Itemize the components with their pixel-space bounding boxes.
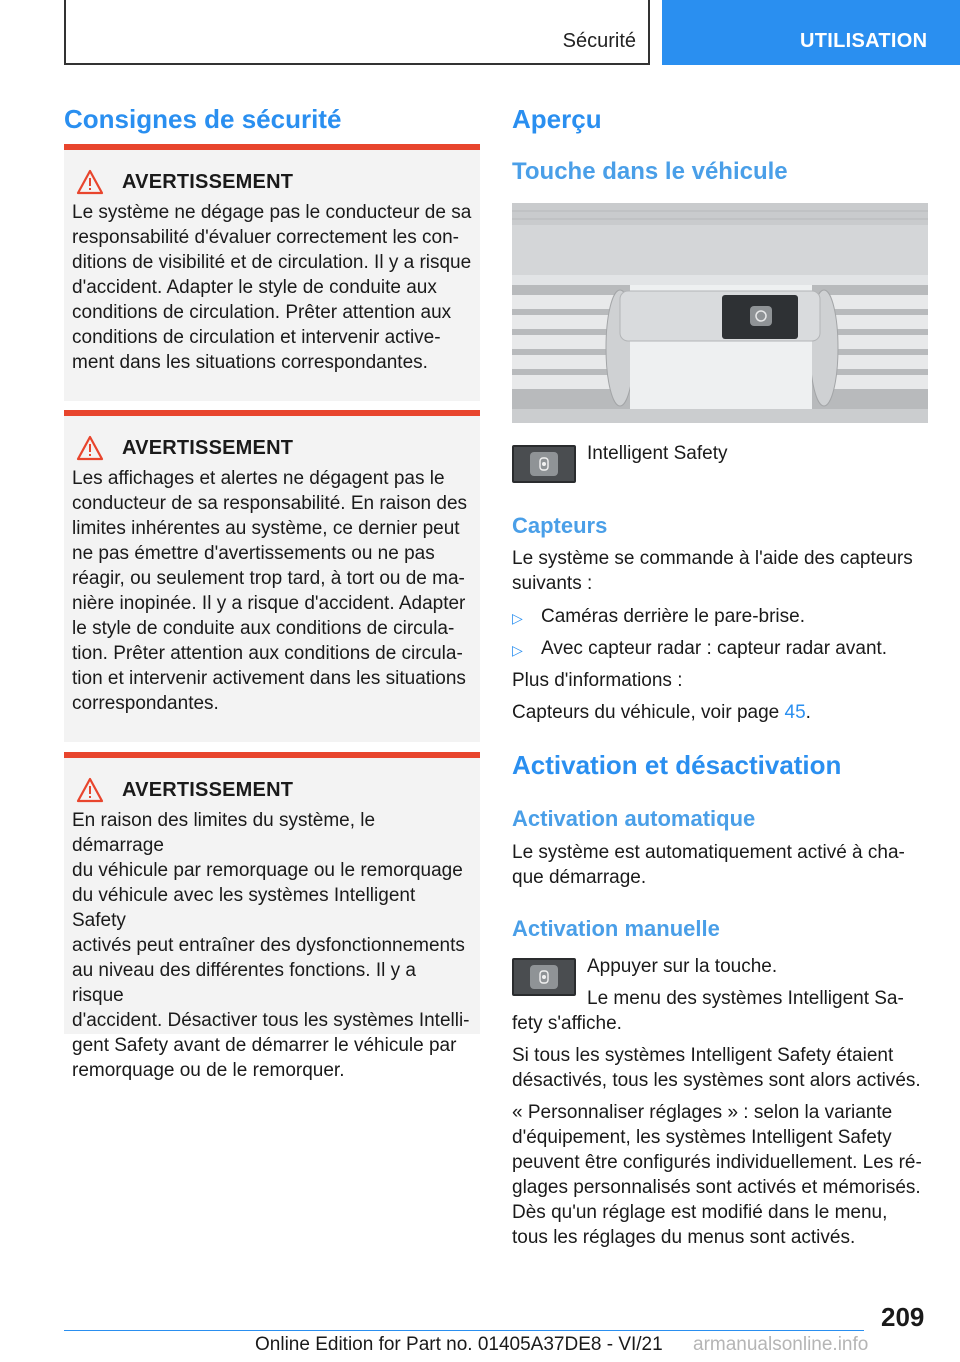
text-line: peuvent être configurés individuellement. Les ré‐	[512, 1152, 922, 1173]
text-line: ne pas émettre d'avertissements ou ne pas	[72, 543, 435, 564]
text-line: gent Safety avant de démarrer le véhicule par	[72, 1035, 457, 1056]
text-line: Si tous les systèmes Intelligent Safety étaient	[512, 1045, 894, 1066]
text-line: d'accident. Désactiver tous les systèmes Intelli‐	[72, 1010, 470, 1031]
text-line: En raison des limites du système, le démarrage	[72, 810, 376, 856]
text-line: conditions de circulation et intervenir active‐	[72, 327, 441, 348]
button-caption: Intelligent Safety	[587, 443, 728, 464]
bullet-arrow-icon: ▷	[512, 610, 523, 626]
reference-end: .	[805, 702, 811, 723]
dashboard-illustration	[512, 203, 928, 423]
warning-text	[72, 200, 472, 375]
reference-text: Capteurs du véhicule, voir page	[512, 702, 785, 723]
text-line: conducteur de sa responsabilité. En raison des	[72, 493, 468, 514]
warning-header	[76, 776, 472, 804]
warning-box-3	[64, 752, 480, 1081]
text-line: remorquage ou de le remorquer.	[72, 1060, 345, 1081]
text-line: nière inopinée. Il y a risque d'accident. Adapter	[72, 593, 466, 614]
intelligent-safety-icon	[530, 965, 558, 989]
auto-activation-heading: Activation automatique	[512, 806, 756, 831]
text-line: ditions de visibilité et de circulation. Il y a risque	[72, 252, 472, 273]
warning-box-2	[64, 410, 480, 742]
text-line: suivants :	[512, 573, 593, 594]
header-section-title: Sécurité	[562, 30, 636, 52]
text-line: du véhicule avec les systèmes Intelligent Safety	[72, 885, 416, 931]
text-line: ment dans les situations correspondantes.	[72, 352, 428, 373]
manual-step-1: Appuyer sur la touche.	[587, 956, 778, 977]
manual-step-2: Le menu des systèmes Intelligent Sa‐	[587, 988, 904, 1009]
sensors-heading: Capteurs	[512, 513, 608, 538]
overview-title: Aperçu	[512, 104, 602, 134]
text-line: réagir, ou seulement trop tard, à tort ou de ma‐	[72, 568, 465, 589]
more-info-text: Plus d'informations :	[512, 670, 683, 691]
intelligent-safety-button-thumbnail	[512, 958, 576, 996]
text-line: « Personnaliser réglages » : selon la variante	[512, 1102, 893, 1123]
warning-box-1	[64, 144, 480, 401]
text-line: le style de conduite aux conditions de circula‐	[72, 618, 455, 639]
warning-label: AVERTISSEMENT	[122, 778, 294, 801]
footer-divider	[64, 1330, 864, 1331]
warning-text	[72, 466, 472, 716]
text-line: tion et intervenir activement dans les situations	[72, 668, 466, 689]
header-section-box	[64, 0, 650, 65]
text-line: Le système est automatiquement activé à cha‐	[512, 842, 905, 863]
text-line: que démarrage.	[512, 867, 647, 888]
warning-triangle-icon	[76, 435, 104, 461]
warning-header	[76, 434, 472, 462]
warning-text	[72, 808, 472, 1083]
text-line: Les affichages et alertes ne dégagent pas le	[72, 468, 445, 489]
text-line: désactivés, tous les systèmes sont alors activés.	[512, 1070, 921, 1091]
bullet-text: Caméras derrière le pare-brise.	[541, 606, 805, 627]
activation-heading: Activation et désactivation	[512, 750, 842, 780]
manual-activation-heading: Activation manuelle	[512, 916, 720, 941]
manual-step-3: fety s'affiche.	[512, 1013, 622, 1034]
page-number: 209	[881, 1302, 925, 1332]
text-line: responsabilité d'évaluer correctement les con‐	[72, 227, 459, 248]
text-line: du véhicule par remorquage ou le remorquage	[72, 860, 463, 881]
warning-label: AVERTISSEMENT	[122, 436, 294, 459]
text-line: limites inhérentes au système, ce dernier peut	[72, 518, 460, 539]
text-line: au niveau des différentes fonctions. Il y a risque	[72, 960, 416, 1006]
sensor-bullet	[512, 636, 928, 663]
button-caption-row	[512, 441, 928, 483]
text-line: conditions de circulation. Prêter attention aux	[72, 302, 452, 323]
paragraph-all-activated	[512, 1043, 928, 1093]
text-line: glages personnalisés sont activés et mémorisés.	[512, 1177, 921, 1198]
header-chapter-title: UTILISATION	[800, 30, 928, 52]
footer-edition: Online Edition for Part no. 01405A37DE8 - VI/21	[255, 1334, 663, 1355]
text-line: correspondantes.	[72, 693, 219, 714]
footer-watermark: armanualsonline.info	[693, 1334, 869, 1355]
text-line: Le système ne dégage pas le conducteur de sa	[72, 202, 472, 223]
dashboard-button-photo	[512, 203, 928, 423]
sensors-intro	[512, 546, 928, 596]
bullet-text: Avec capteur radar : capteur radar avant.	[541, 638, 888, 659]
warning-triangle-icon	[76, 777, 104, 803]
text-line: tion. Prêter attention aux conditions de circula‐	[72, 643, 463, 664]
text-line: d'équipement, les systèmes Intelligent Safety	[512, 1127, 892, 1148]
header-chapter-tab	[662, 0, 960, 65]
see-page-reference	[512, 700, 811, 725]
sensor-bullet	[512, 604, 928, 631]
warning-header	[76, 168, 472, 196]
warning-label: AVERTISSEMENT	[122, 170, 294, 193]
text-line: d'accident. Adapter le style de conduite aux	[72, 277, 437, 298]
text-line: Dès qu'un réglage est modifié dans le menu,	[512, 1202, 888, 1223]
warning-triangle-icon	[76, 169, 104, 195]
auto-activation-text	[512, 840, 928, 890]
vehicle-button-heading: Touche dans le véhicule	[512, 158, 788, 185]
text-line: Le système se commande à l'aide des capteurs	[512, 548, 913, 569]
safety-instructions-title: Consignes de sécurité	[64, 104, 342, 134]
bullet-arrow-icon: ▷	[512, 642, 523, 658]
paragraph-custom-settings	[512, 1100, 928, 1250]
text-line: tous les réglages du menus sont activés.	[512, 1227, 856, 1248]
page-link[interactable]: 45	[784, 702, 806, 723]
intelligent-safety-icon	[530, 452, 558, 476]
text-line: activés peut entraîner des dysfonctionnements	[72, 935, 465, 956]
intelligent-safety-button-thumbnail	[512, 445, 576, 483]
